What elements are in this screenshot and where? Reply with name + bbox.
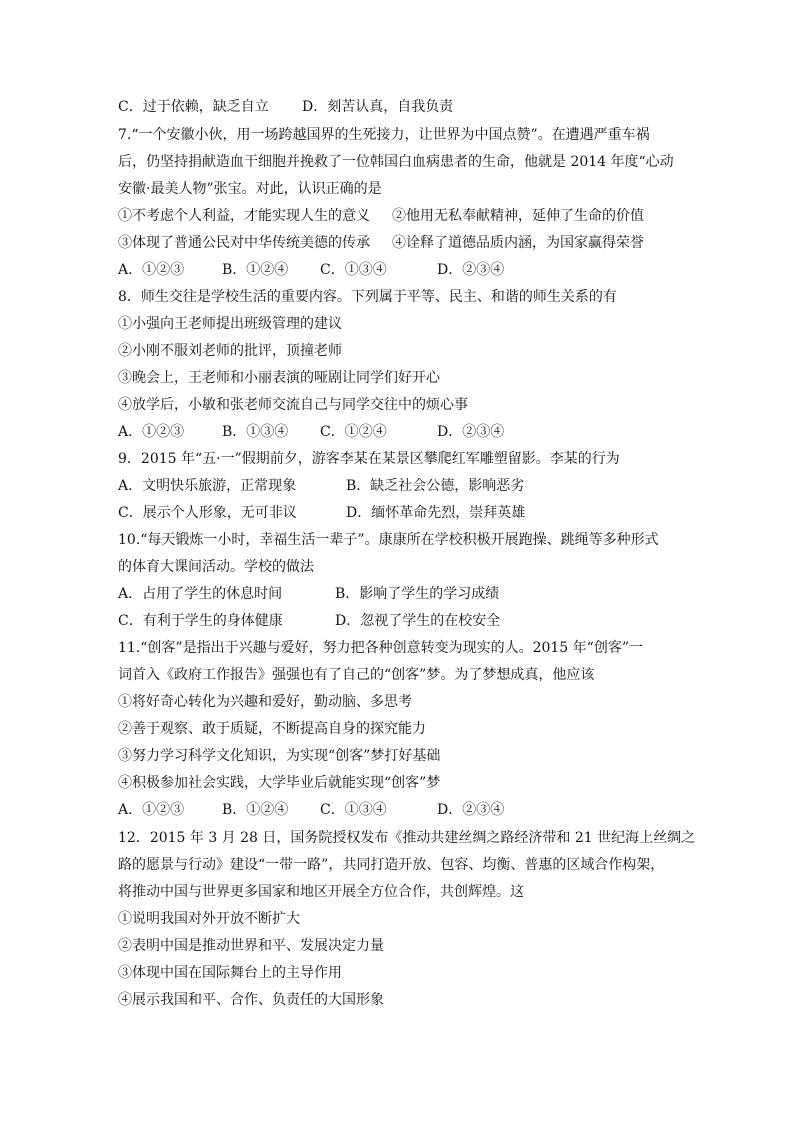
statement-1: ①将好奇心转化为兴趣和爱好，勤动脑、多思考 bbox=[118, 694, 412, 710]
statement-3: ③体现中国在国际舞台上的主导作用 bbox=[118, 965, 342, 981]
option-c: C．①③④ bbox=[320, 262, 387, 278]
statement-2: ②善于观察、敢于质疑，不断提高自身的探究能力 bbox=[118, 721, 426, 737]
question-11-stem: 11.“创客”是指出于兴趣与爱好，努力把各种创意转变为现实的人。2015 年“创客”一 bbox=[118, 640, 643, 656]
option-b: B．①③④ bbox=[222, 424, 289, 440]
question-9-stem: 9．2015 年“五·一”假期前夕，游客李某在某景区攀爬红军雕塑留影。李某的行为 bbox=[118, 451, 620, 467]
option-c: C．①②④ bbox=[320, 424, 387, 440]
question-12-stem-cont: 路的愿景与行动》建设“一带一路”，共同打造开放、包容、均衡、普惠的区域合作构架， bbox=[118, 857, 665, 873]
option-d: D．②③④ bbox=[437, 424, 505, 440]
question-11-stem-cont: 词首入《政府工作报告》强强也有了自己的“创客”梦。为了梦想成真，他应该 bbox=[118, 667, 595, 683]
option-a: A．占用了学生的休息时间 bbox=[118, 586, 283, 602]
statement-4: ④放学后，小敏和张老师交流自己与同学交往中的烦心事 bbox=[118, 397, 468, 413]
statement-2: ②小刚不服刘老师的批评，顶撞老师 bbox=[118, 343, 342, 359]
question-7-stem-cont: 后，仍坚持捐献造血干细胞并挽救了一位韩国白血病患者的生命，他就是 2014 年度“心动 bbox=[118, 154, 674, 170]
option-a: A．①②③ bbox=[118, 802, 185, 818]
question-7-stem: 7.“一个安徽小伙，用一场跨越国界的生死接力，让世界为中国点赞”。在遭遇严重车祸 bbox=[118, 127, 650, 143]
question-12-stem-cont: 将推动中国与世界更多国家和地区开展全方位合作，共创辉煌。这 bbox=[118, 884, 524, 900]
option-b: B．①②④ bbox=[222, 262, 289, 278]
statement-3: ③努力学习科学文化知识，为实现“创客”梦打好基础 bbox=[118, 748, 441, 764]
statement-2: ②表明中国是推动世界和平、发展决定力量 bbox=[118, 938, 384, 954]
option-a: A．文明快乐旅游，正常现象 bbox=[118, 478, 297, 494]
statement-1: ①不考虑个人利益，才能实现人生的意义 bbox=[118, 208, 370, 224]
option-c: C．有利于学生的身体健康 bbox=[118, 613, 283, 629]
statement-4: ④积极参加社会实践，大学毕业后就能实现“创客”梦 bbox=[118, 775, 441, 791]
option-b: B．①②④ bbox=[222, 802, 289, 818]
statement-4: ④诠释了道德品质内涵，为国家赢得荣誉 bbox=[392, 235, 644, 251]
option-a: A．①②③ bbox=[118, 262, 185, 278]
question-10-stem-cont: 的体育大课间活动。学校的做法 bbox=[118, 559, 314, 575]
option-b: B．影响了学生的学习成绩 bbox=[335, 586, 500, 602]
option-d: D．②③④ bbox=[437, 262, 505, 278]
option-a: A．①②③ bbox=[118, 424, 185, 440]
option-c: C．展示个人形象，无可非议 bbox=[118, 505, 297, 521]
option-b: B．缺乏社会公德，影响恶劣 bbox=[346, 478, 525, 494]
question-8-stem: 8．师生交往是学校生活的重要内容。下列属于平等、民主、和谐的师生关系的有 bbox=[118, 289, 617, 305]
statement-1: ①小强向王老师提出班级管理的建议 bbox=[118, 316, 342, 332]
statement-1: ①说明我国对外开放不断扩大 bbox=[118, 911, 300, 927]
question-12-stem: 12．2015 年 3 月 28 日，国务院授权发布《推动共建丝绸之路经济带和 21 世纪海上丝绸之 bbox=[118, 830, 696, 846]
statement-3: ③晚会上，王老师和小丽表演的哑剧让同学们好开心 bbox=[118, 370, 440, 386]
option-d: D．忽视了学生的在校安全 bbox=[335, 613, 501, 629]
question-10-stem: 10.“每天锻炼一小时，幸福生活一辈子”。康康所在学校积极开展跑操、跳绳等多种形式 bbox=[118, 532, 659, 548]
option-c: C．①③④ bbox=[320, 802, 387, 818]
option-d: D．②③④ bbox=[437, 802, 505, 818]
option-d: D．缅怀革命先烈，崇拜英雄 bbox=[346, 505, 526, 521]
question-7-stem-cont: 安徽·最美人物”张宝。对此，认识正确的是 bbox=[118, 181, 382, 197]
statement-2: ②他用无私奉献精神，延伸了生命的价值 bbox=[392, 208, 644, 224]
statement-3: ③体现了普通公民对中华传统美德的传承 bbox=[118, 235, 370, 251]
option-c: C．过于依赖，缺乏自立 bbox=[118, 99, 269, 115]
statement-4: ④展示我国和平、合作、负责任的大国形象 bbox=[118, 992, 384, 1008]
option-d: D．刻苦认真，自我负责 bbox=[302, 99, 454, 115]
